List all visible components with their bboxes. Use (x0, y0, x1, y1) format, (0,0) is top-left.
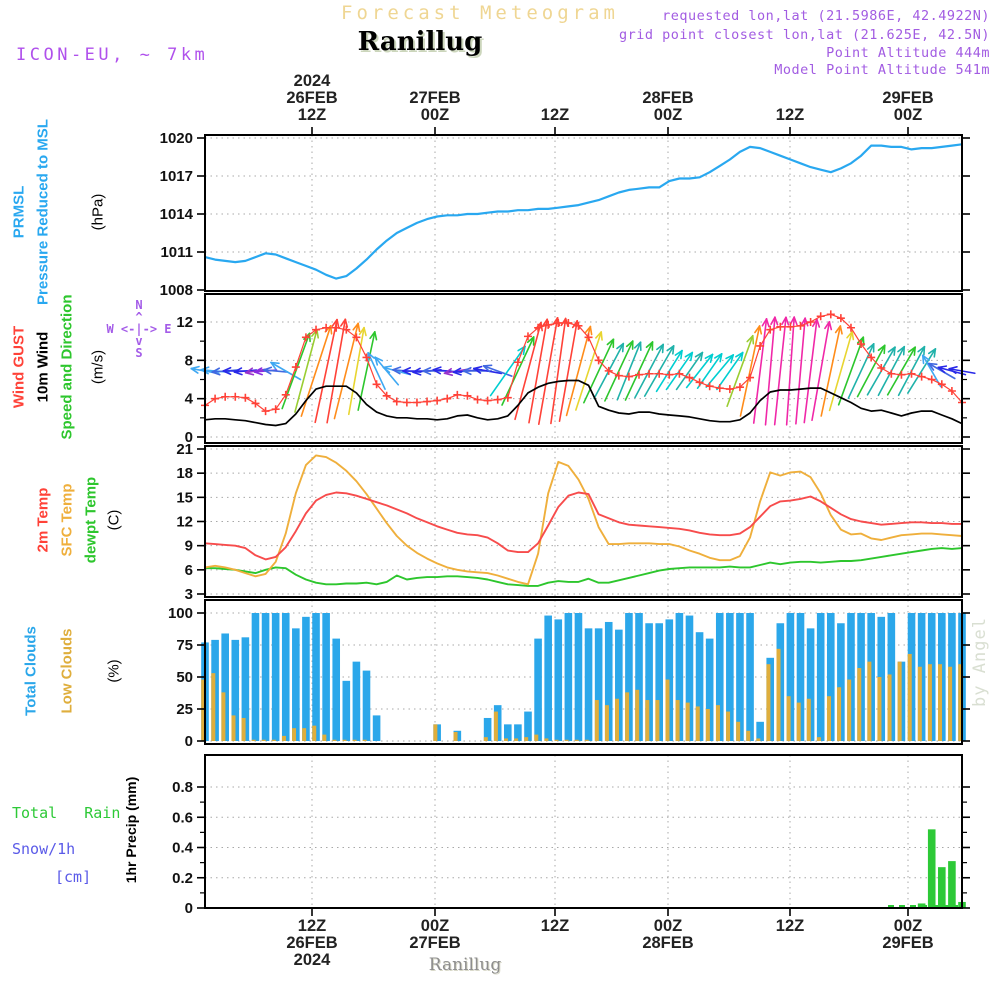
gust-marker (817, 312, 825, 320)
low-cloud-bar (696, 706, 700, 741)
wind-arrow (821, 326, 840, 416)
time-label-top: 28FEB (642, 89, 694, 107)
wind-arrow-head (949, 367, 957, 369)
low-cloud-bar (706, 709, 710, 741)
low-cloud-bar (726, 712, 730, 741)
y-tick-label: 8 (184, 352, 193, 370)
wind-arrow-head (884, 345, 885, 353)
total-cloud-bar (312, 613, 320, 741)
t2m-label: 2m Temp (34, 487, 52, 553)
compass-south: S (135, 346, 143, 360)
low-cloud-bar (221, 692, 225, 741)
compass-west-east: W <-|-> E (106, 322, 172, 336)
precip-unit-label: 1hr Precip (mm) (123, 776, 139, 884)
wind-arrow (839, 337, 864, 405)
low-cloud-bar (302, 728, 306, 741)
wind-arrow-head (445, 373, 453, 375)
dewpt-label: dewpt Temp (82, 476, 100, 564)
low-cloud-bar (544, 738, 548, 741)
gust-marker (241, 394, 249, 402)
model-label: ICON-EU, ~ 7km (16, 45, 209, 65)
model-point-altitude: Model Point Altitude 541m (774, 62, 990, 78)
low-cloud-bar (898, 662, 902, 741)
y-tick-label: 1011 (160, 244, 193, 261)
panel-border (205, 446, 962, 597)
low-cloud-bar (827, 696, 831, 741)
gust-marker (938, 380, 946, 388)
y-tick-label: 6 (184, 561, 193, 579)
wind-arrow-head (673, 346, 674, 354)
time-label-bottom: 00Z (893, 917, 923, 935)
gust-marker (675, 370, 683, 378)
time-label-bottom: 00Z (420, 917, 450, 935)
time-label-top: 26FEB (286, 89, 338, 107)
panel-border (205, 755, 962, 908)
c-unit-label: (C) (105, 509, 123, 531)
low-cloud-bar (252, 740, 256, 741)
low-cloud-bar (777, 649, 781, 741)
low-cloud-bar (494, 712, 498, 741)
gust-marker (897, 371, 905, 379)
wind-arrow-head (840, 326, 842, 334)
hpa-unit-label: (hPa) (89, 193, 107, 231)
gust-marker (413, 399, 421, 407)
watermark: by Angel (970, 617, 990, 707)
figure-title: Forecast Meteogram (341, 2, 619, 24)
y-tick-label: 0.8 (172, 779, 193, 796)
low-cloud-bar (817, 737, 821, 741)
low-cloud-bar (504, 738, 508, 741)
y-tick-label: 1020 (159, 130, 193, 147)
wind-arrow-head (934, 349, 935, 357)
wind-arrow-head (474, 367, 482, 369)
low-cloud-bar (635, 690, 639, 741)
low-cloud-bar (585, 740, 589, 741)
wind-arrow (775, 317, 786, 424)
time-label-top: 00Z (420, 106, 450, 124)
compass-arrow-down-icon: v (135, 334, 143, 348)
time-label-bottom: 00Z (653, 917, 683, 935)
y-tick-label: 0.4 (172, 839, 193, 857)
wind-arrow-head (601, 332, 602, 340)
total-cloud-bar (252, 613, 260, 741)
low-cloud-bar (272, 740, 276, 741)
total-cloud-bar (363, 671, 371, 741)
sfc-temp-label: SFC Temp (58, 483, 76, 557)
low-cloud-bar (736, 722, 740, 741)
time-label-top: 2024 (293, 72, 331, 90)
low-cloud-bar (948, 667, 952, 741)
gust-marker (827, 310, 835, 318)
precip-bar (948, 861, 956, 908)
wind-arrow-head (767, 319, 769, 327)
gust-marker (221, 393, 229, 401)
total-cloud-bar (756, 722, 764, 741)
time-label-bottom: 28FEB (642, 934, 694, 952)
low-cloud-bar (262, 740, 266, 741)
wind-arrow-head (904, 347, 905, 355)
low-cloud-bar (686, 703, 690, 741)
gust-marker (453, 391, 461, 399)
wind-arrow (551, 319, 566, 424)
low-cloud-bar (575, 740, 579, 741)
low-cloud-bar (231, 715, 235, 741)
wind-arrow-head (760, 326, 762, 334)
time-label-bottom: 26FEB (286, 934, 338, 952)
low-cloud-bar (565, 740, 569, 741)
wind-arrow (727, 336, 753, 406)
low-cloud-bar (807, 699, 811, 741)
low-cloud-bar (766, 664, 770, 741)
total-cloud-bar (353, 662, 361, 741)
rain-label: Rain (84, 804, 121, 822)
total-cloud-bar (575, 613, 583, 741)
y-tick-label: 9 (184, 537, 193, 555)
snow-label: Snow/1h (12, 840, 76, 858)
wind-arrow (754, 319, 767, 423)
wind-gust-label: Wind GUST (10, 325, 28, 409)
total-cloud-bar (817, 613, 825, 741)
time-label-top: 00Z (653, 106, 683, 124)
low-cloud-bar (938, 664, 942, 741)
low-cloud-bar (797, 703, 801, 741)
low-cloud-bar (292, 728, 296, 741)
low-cloud-bar (554, 740, 558, 741)
pct-unit-label: (%) (105, 659, 123, 683)
wind-arrow-head (753, 336, 754, 344)
total-cloud-bar (343, 681, 351, 741)
y-tick-label: 4 (184, 390, 193, 408)
wind-arrow-head (383, 366, 391, 367)
y-tick-label: 1017 (159, 168, 193, 185)
wind-arrow-head (246, 373, 254, 375)
precip-bar (938, 867, 946, 908)
low-cloud-bar (211, 673, 215, 741)
wind-arrow-head (663, 345, 664, 353)
low-cloud-bar (928, 664, 932, 741)
low-cloud-bar (363, 740, 367, 741)
time-label-top: 29FEB (882, 89, 934, 107)
wind-arrow (327, 319, 345, 422)
low-cloud-bar (655, 700, 659, 741)
low-cloud-bar (877, 677, 881, 741)
time-label-bottom: 12Z (540, 917, 570, 935)
total-cloud-bar (272, 613, 280, 741)
y-tick-label: 0 (184, 429, 193, 446)
time-label-bottom: 12Z (775, 917, 805, 935)
y-tick-label: 21 (176, 441, 193, 458)
gust-marker (403, 399, 411, 407)
wind-arrow (502, 337, 534, 405)
total-cloud-bar (302, 617, 310, 741)
time-label-top: 12Z (297, 106, 327, 124)
speed-direction-label: Speed and Direction (58, 294, 76, 440)
low-cloud-bar (857, 668, 861, 741)
low-cloud-bar (343, 740, 347, 741)
gust-marker (696, 378, 704, 386)
low-cloud-bar (716, 705, 720, 741)
time-label-top: 27FEB (409, 89, 461, 107)
wind-arrow-head (337, 320, 339, 328)
gust-marker (433, 397, 441, 405)
wind-arrow-head (852, 332, 853, 340)
low-cloud-bar (645, 700, 649, 741)
low-cloud-bar (514, 738, 518, 741)
wind-arrow-head (358, 323, 359, 331)
y-tick-label: 12 (176, 314, 193, 331)
y-tick-label: 25 (176, 701, 193, 718)
low-cloud-bar (665, 680, 669, 741)
total-label: Total (12, 804, 58, 822)
wind-arrow-head (938, 366, 946, 367)
location-title: Ranillug (357, 27, 483, 57)
total-cloud-bar (524, 712, 532, 741)
y-tick-label: 15 (176, 489, 193, 507)
time-label-bottom: 12Z (297, 917, 327, 935)
gust-marker (484, 397, 492, 405)
low-cloud-bar (867, 662, 871, 741)
low-cloud-bar (353, 740, 357, 741)
gust-marker (393, 398, 401, 406)
low-cloud-bar (756, 738, 760, 741)
low-cloud-bar (332, 740, 336, 741)
low-cloud-bar (484, 737, 488, 741)
gust-marker (716, 384, 724, 392)
wind-arrow (796, 318, 805, 424)
panel-border (205, 135, 962, 291)
low-cloud-bar (847, 680, 851, 741)
pressure-reduced-label: Pressure Reduced to MSL (34, 119, 52, 305)
point-altitude: Point Altitude 444m (826, 45, 990, 61)
compass-arrow-up-icon: ^ (135, 310, 143, 324)
total-cloud-bar (332, 639, 340, 741)
y-tick-label: 0 (184, 733, 193, 750)
y-tick-label: 75 (176, 637, 193, 654)
low-clouds-label: Low Clouds (58, 628, 76, 714)
wind-arrow-head (331, 326, 332, 334)
total-cloud-bar (322, 613, 330, 741)
time-label-top: 12Z (775, 106, 805, 124)
y-tick-label: 0.6 (172, 809, 193, 827)
low-cloud-bar (524, 737, 528, 741)
low-cloud-bar (888, 674, 892, 741)
cm-unit-label: [cm] (55, 868, 92, 886)
time-label-bottom: 2024 (293, 951, 331, 969)
dewpt-curve (205, 548, 962, 586)
y-tick-label: 0.2 (172, 869, 193, 887)
ms-unit-label: (m/s) (89, 349, 107, 385)
total-cloud-bar (282, 613, 290, 741)
gust-marker (494, 396, 502, 404)
prmsl-label: PRMSL (10, 185, 28, 239)
low-cloud-bar (615, 699, 619, 741)
gust-marker (665, 371, 673, 379)
panel-border (205, 294, 962, 443)
precip-bar (928, 829, 936, 908)
total-cloud-bar (544, 616, 552, 741)
time-label-bottom: 29FEB (882, 934, 934, 952)
total-cloud-bar (554, 619, 562, 741)
wind-arrow-head (929, 364, 937, 365)
wind-arrow-head (317, 330, 318, 338)
total-clouds-label: Total Clouds (22, 626, 40, 716)
wind-arrow-head (590, 327, 591, 335)
gust-marker (918, 373, 926, 381)
wind-arrow-head (894, 347, 895, 355)
low-cloud-bar (534, 735, 538, 741)
total-cloud-bar (746, 613, 754, 741)
y-tick-label: 1008 (159, 282, 193, 299)
gust-marker (423, 398, 431, 406)
wind-arrow-head (271, 363, 279, 364)
low-cloud-bar (837, 687, 841, 741)
y-tick-label: 0 (184, 900, 193, 917)
low-cloud-bar (746, 731, 750, 741)
sfc-temp-curve (205, 455, 962, 584)
time-label-top: 00Z (893, 106, 923, 124)
low-cloud-bar (282, 736, 286, 741)
low-cloud-bar (433, 724, 437, 741)
compass-north: N (135, 298, 143, 312)
total-cloud-bar (565, 613, 573, 741)
wind-arrow-head (817, 319, 819, 327)
wind-arrow-head (375, 332, 377, 340)
wind-arrow-head (914, 347, 915, 355)
low-cloud-bar (312, 726, 316, 741)
time-label-bottom: 27FEB (409, 934, 461, 952)
gust-marker (706, 382, 714, 390)
total-cloud-bar (373, 715, 381, 741)
total-cloud-bar (262, 613, 270, 741)
total-cloud-bar (534, 639, 542, 741)
gust-marker (443, 395, 451, 403)
total-cloud-bar (585, 628, 593, 741)
y-tick-label: 1014 (159, 206, 193, 223)
low-cloud-bar (322, 735, 326, 741)
wind-arrow-head (484, 365, 492, 366)
gust-marker (272, 405, 280, 413)
low-cloud-bar (454, 732, 458, 741)
y-tick-label: 18 (176, 465, 193, 483)
y-tick-label: 12 (176, 513, 193, 531)
wind-arrow (576, 332, 601, 410)
t2m-curve (205, 493, 962, 560)
low-cloud-bar (676, 700, 680, 741)
y-tick-label: 50 (176, 669, 193, 686)
low-cloud-bar (625, 692, 629, 741)
wind-arrow-head (623, 344, 624, 352)
y-tick-label: 100 (167, 605, 193, 622)
requested-coords: requested lon,lat (21.5986E, 42.4922N) (662, 8, 990, 24)
gust-marker (474, 396, 482, 404)
wind-arrow-head (829, 322, 831, 330)
low-cloud-bar (908, 654, 912, 741)
low-cloud-bar (918, 667, 922, 741)
time-label-top: 12Z (540, 106, 570, 124)
low-cloud-bar (242, 718, 246, 741)
gust-marker (231, 393, 239, 401)
low-cloud-bar (595, 700, 599, 741)
wind-arrow-head (924, 347, 925, 355)
wind-10m-label: 10m Wind (34, 331, 52, 403)
total-cloud-bar (292, 628, 300, 741)
gust-marker (211, 395, 219, 403)
wind-arrow-head (681, 351, 682, 359)
grid-point-coords: grid point closest lon,lat (21.625E, 42.5N) (619, 27, 990, 43)
wind-arrow-head (364, 328, 366, 336)
pressure-curve (205, 144, 962, 278)
low-cloud-bar (787, 696, 791, 741)
low-cloud-bar (605, 705, 609, 741)
footer-location: Ranillug (428, 955, 502, 975)
y-tick-label: 3 (184, 586, 193, 603)
